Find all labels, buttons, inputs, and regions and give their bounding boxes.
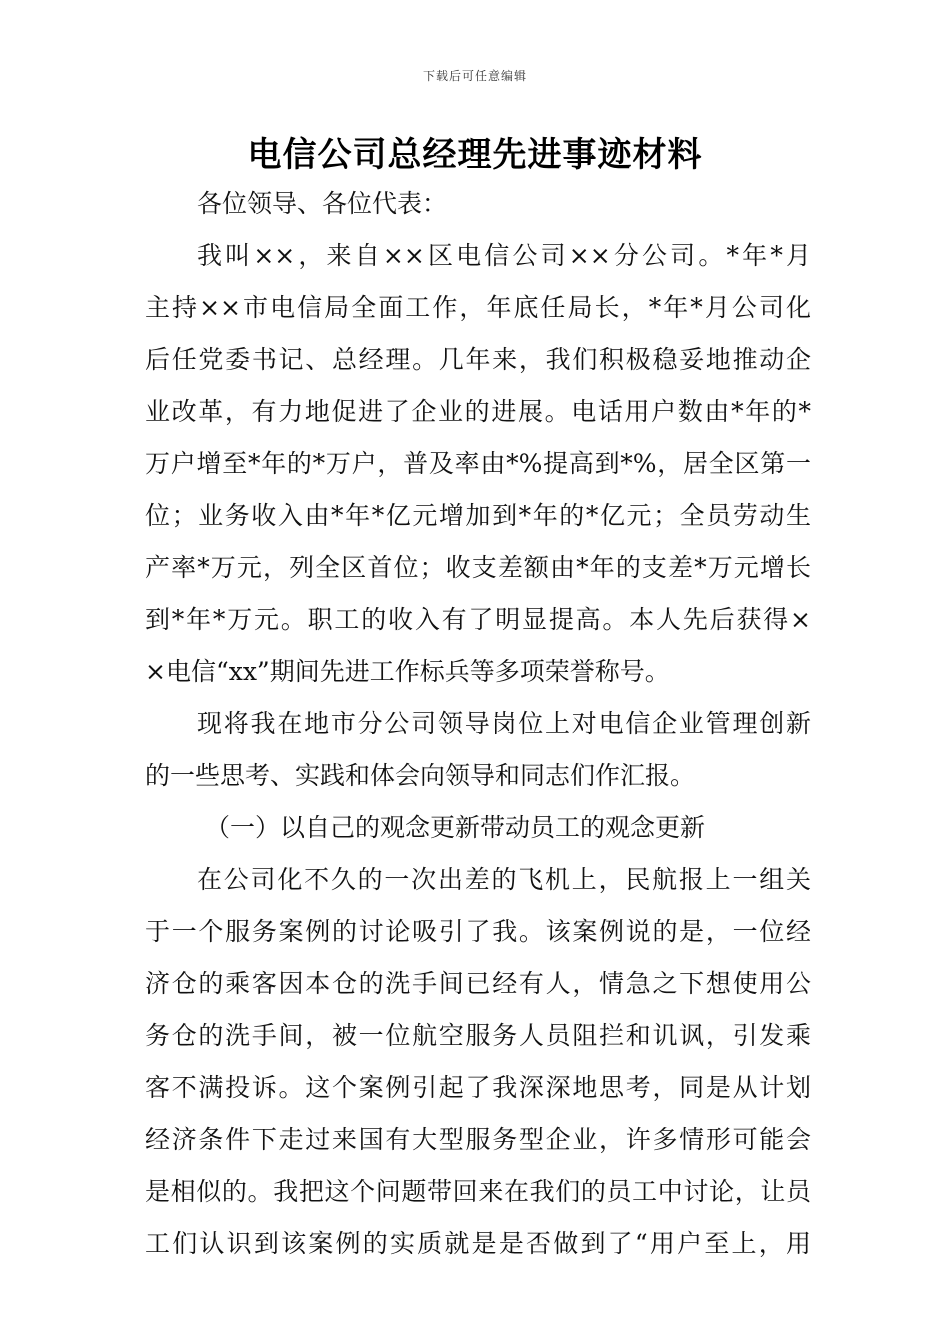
document-body bbox=[145, 178, 811, 1270]
paragraph-line: 务仓的洗手间，被一位航空服务人员阻拦和讥讽，引发乘 bbox=[145, 1021, 811, 1050]
paragraph-line: 是相似的。我把这个问题带回来在我们的员工中讨论，让员 bbox=[145, 1177, 811, 1206]
paragraph-line: 到*年*万元。职工的收入有了明显提高。本人先后获得× bbox=[145, 605, 811, 634]
paragraph-line: 主持××市电信局全面工作，年底任局长，*年*月公司化 bbox=[145, 293, 811, 322]
paragraph-line: 工们认识到该案例的实质就是是否做到了“用户至上，用 bbox=[145, 1229, 811, 1258]
document-title: 电信公司总经理先进事迹材料 bbox=[247, 135, 703, 175]
section-heading: （一）以自己的观念更新带动员工的观念更新 bbox=[205, 813, 706, 842]
paragraph-line: 于一个服务案例的讨论吸引了我。该案例说的是，一位经 bbox=[145, 917, 811, 946]
paragraph-line: 在公司化不久的一次出差的飞机上，民航报上一组关 bbox=[197, 865, 811, 894]
paragraph-line: 产率*万元，列全区首位；收支差额由*年的支差*万元增长 bbox=[145, 553, 811, 582]
paragraph-line: 万户增至*年的*万户，普及率由*%提高到*%，居全区第一 bbox=[145, 449, 811, 478]
paragraph-line: ×电信“xx”期间先进工作标兵等多项荣誉称号。 bbox=[145, 657, 670, 686]
paragraph-line: 的一些思考、实践和体会向领导和同志们作汇报。 bbox=[145, 761, 696, 790]
salutation: 各位领导、各位代表： bbox=[197, 189, 448, 218]
paragraph-line: 后任党委书记、总经理。几年来，我们积极稳妥地推动企 bbox=[145, 345, 811, 374]
paragraph-line: 业改革，有力地促进了企业的进展。电话用户数由*年的* bbox=[145, 397, 811, 426]
paragraph-line: 济仓的乘客因本仓的洗手间已经有人，情急之下想使用公 bbox=[145, 969, 811, 998]
paragraph-line: 位；业务收入由*年*亿元增加到*年的*亿元；全员劳动生 bbox=[145, 501, 811, 530]
paragraph-line: 我叫××，来自××区电信公司××分公司。*年*月 bbox=[197, 241, 811, 270]
paragraph-line: 现将我在地市分公司领导岗位上对电信企业管理创新 bbox=[197, 709, 811, 738]
header-note: 下载后可任意编辑 bbox=[422, 69, 527, 83]
paragraph-line: 经济条件下走过来国有大型服务型企业，许多情形可能会 bbox=[145, 1125, 811, 1154]
paragraph-line: 客不满投诉。这个案例引起了我深深地思考，同是从计划 bbox=[145, 1073, 811, 1102]
